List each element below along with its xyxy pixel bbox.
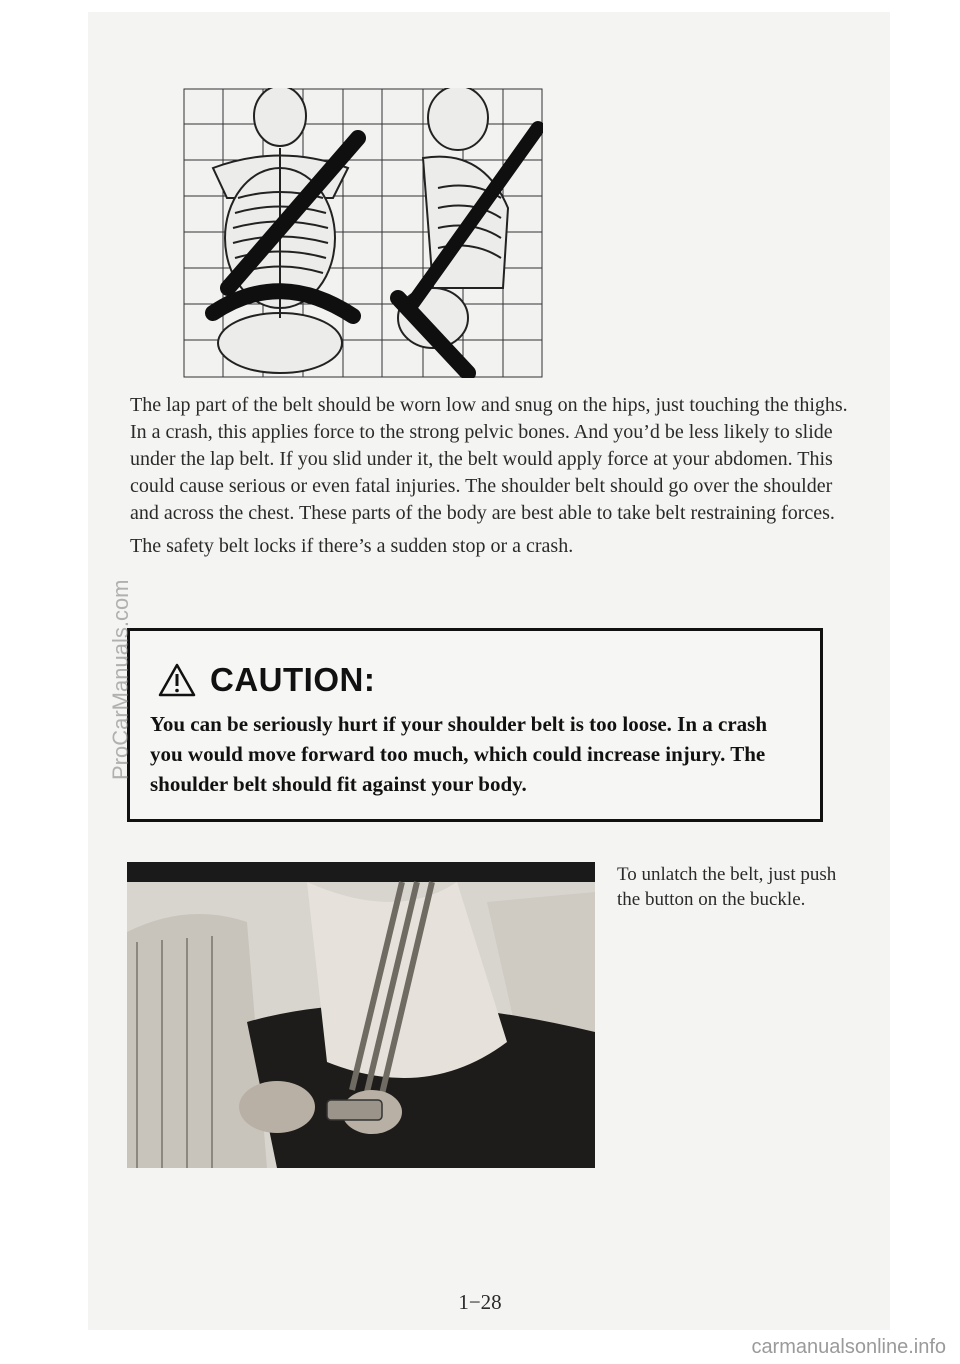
unlatch-instructions: To unlatch the belt, just push the button on the buckle.: [617, 864, 837, 910]
caution-heading: [158, 661, 375, 699]
watermark-left: ProCarManuals.com: [108, 579, 133, 780]
paragraph-belt-locks: The safety belt locks if there’s a sudden stop or a crash.: [130, 535, 574, 557]
caution-text: You can be seriously hurt if your shoulder belt is too loose. In a crash you would move forward too much, which could increase injury. The shoulder belt should fit against your body.: [150, 712, 768, 796]
warning-triangle-icon: [158, 663, 196, 697]
buckle-release-photo: [127, 862, 595, 1168]
body-text: [130, 392, 850, 566]
watermark-bottom: carmanualsonline.info: [751, 1336, 946, 1358]
paragraph-lap-belt: The lap part of the belt should be worn low and snug on the hips, just touching the thighs. In a crash, this applies force to the strong pelvic bones. And you’d be less likely to slide under the lap belt. If you slid under it, the belt would apply force at your abdomen. This could cause serious or even fatal injuries. The shoulder belt should go over the shoulder and across the chest. These parts of the body are best able to take belt restraining forces.: [130, 394, 848, 524]
skeleton-seatbelt-illustration: [183, 88, 543, 378]
page-number: 1−28: [458, 1290, 502, 1314]
caution-box: [127, 628, 823, 822]
caution-title: CAUTION:: [210, 661, 376, 698]
